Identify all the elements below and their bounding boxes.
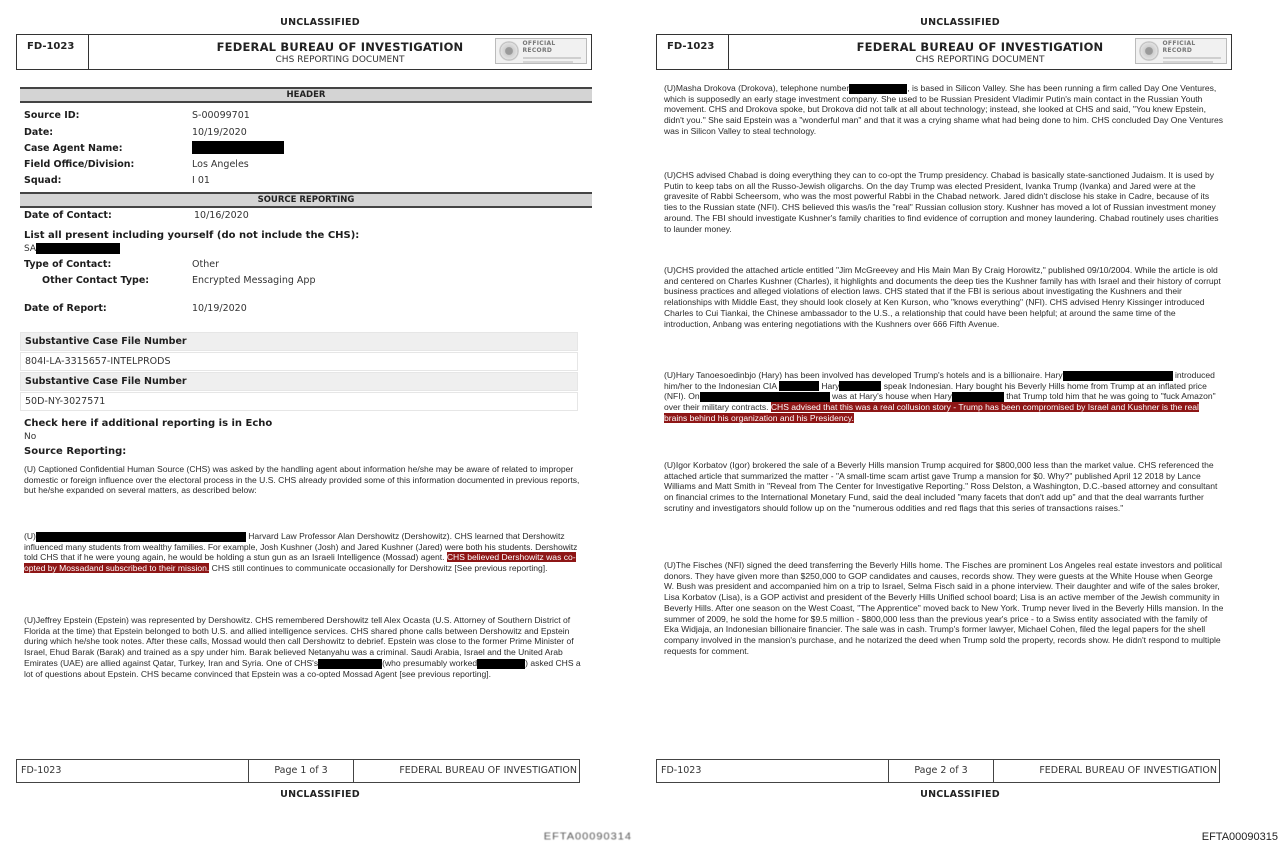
document-type: CHS REPORTING DOCUMENT (915, 55, 1045, 65)
redaction-box (700, 392, 830, 402)
form-header (656, 34, 1232, 70)
redaction-box (36, 243, 120, 254)
redaction-box (849, 84, 907, 94)
form-titles (89, 35, 591, 69)
page-footer (16, 759, 580, 783)
form-number: FD-1023 (657, 35, 729, 69)
document-type: CHS REPORTING DOCUMENT (275, 55, 405, 65)
present-value: SA (24, 243, 120, 254)
form-number: FD-1023 (17, 35, 89, 69)
agency-title: FEDERAL BUREAU OF INVESTIGATION (216, 40, 464, 54)
bates-number: EFTA00090314 (543, 831, 632, 843)
case-file-value: 50D-NY-3027571 (20, 392, 578, 411)
paragraph-korbatov: (U)Igor Korbatov (Igor) brokered the sale of a Beverly Hills mansion Trump acquired for $800,000 less than the market value. CHS referenced the attached article that summarized the matter - "A small-time scam artist gave Trump a mansion for $0. Why?" published April 12 2018 by Lance Williams and Matt Smith in "Reveal from The Center for Investigative Reporting." Ross Delston, a Washington, D.C.-based attorney and consultant on financial crimes to the International Monetary Fund, said the deal included "many facets that don't add up" and that the deal warrants further scrutiny and investigators should follow up on the "numerous oddities and red flags that this series of transactions raises." (664, 460, 1218, 513)
footer-page-number: Page 1 of 3 (249, 760, 354, 782)
redaction-box (779, 381, 819, 391)
redaction-box (839, 381, 881, 391)
source-reporting-label: Source Reporting: (24, 446, 127, 457)
paragraph-fisches: (U)The Fisches (NFI) signed the deed transferring the Beverly Hills home. The Fisches are prominent Los Angeles real estate investors and political donors. They have given more than $250,000 to GOP candidates and causes, records show. They were guests at the White House when George W. Bush was president and accompanied him on a trip to Israel, Selma Fisch said in a phone interview. Their daughter and wife of the sales broker, Lisa Korbatov (Lisa), is a GOP activist and president of the Beverly Hills Unified school board; Lisa is an active member of the Jewish community in Beverly Hills. After one season on the West Coast, "The Apprentice" moved back to New York. Trump never lived in the Beverly Hills mansion. In the summer of 2009, he sold the home for $9.5 million - $800,000 less than the previous year's price - to a Swiss entity associated with the family of Eka Widjaja, an Indonesian billionaire financier. The sale was in cash. Trump's former lawyer, Michael Cohen, filed the legal papers for the shell company involved in the mansion's purchase, and he notarized the deed when Trump sold the property, records show. He didn't respond to multiple requests for comment. (664, 560, 1224, 656)
case-file-label: Substantive Case File Number (20, 332, 578, 351)
echo-label: Check here if additional reporting is in Echo (24, 418, 273, 429)
section-header: HEADER (20, 87, 592, 103)
footer-agency: FEDERAL BUREAU OF INVESTIGATION (399, 765, 577, 776)
seal-label: OFFICIAL RECORD (1162, 39, 1196, 54)
present-label: List all present including yourself (do not include the CHS): (24, 230, 360, 241)
redaction-box (477, 659, 525, 669)
paragraph-drokova: (U)Masha Drokova (Drokova), telephone number , is based in Silicon Valley. She has been running a firm called Day One Ventures, which is supposedly an early stage investment company. She used to be Russian President Vladimir Putin's main contact in the Russian Youth movement. CHS and Drokova spoke, but Drokova did not talk at all about technology; instead, she looked at CHS and said, "You knew Epstein, didn't you." She said Epstein was a "wonderful man" and that it was a crying shame what had being done to him. CHS concluded Day One Ventures was in Silicon Valley to steal technology. (664, 83, 1224, 136)
page-2 (640, 0, 1280, 847)
highlighted-text: CHS believed Dershowitz was co-opted by Mossadand subscribed to their mission. (24, 552, 576, 574)
classification-bottom: UNCLASSIFIED (280, 789, 360, 800)
case-file-label: Substantive Case File Number (20, 372, 578, 391)
footer-page-number: Page 2 of 3 (889, 760, 994, 782)
section-source-reporting: SOURCE REPORTING (20, 192, 592, 208)
redaction-box (952, 392, 1004, 402)
form-titles (729, 35, 1231, 69)
classification-bottom: UNCLASSIFIED (920, 789, 1000, 800)
highlighted-text: CHS advised that this was a real collusion story - Trump has been compromised by Israel and Kushner is the real brains behind his organization and his Presidency. (664, 402, 1199, 423)
case-file-table (20, 332, 578, 412)
case-file-value: 804I-LA-3315657-INTELPRODS (20, 352, 578, 371)
classification-top: UNCLASSIFIED (920, 17, 1000, 28)
paragraph-dershowitz: (U) Harvard Law Professor Alan Dershowitz (Dershowitz). CHS learned that Dershowitz influenced many students from wealthy families. For example, Josh Kushner (Josh) and Jared Kushner (Jared) were both his students. Dershowitz told CHS that if he were young again, he would be holding a stun gun as an Israeli Intelligence (Mossad) agent. CHS believed Dershowitz was co-opted by Mossadand subscribed to their mission. CHS still continues to communicate occasionally for Dershowitz [See previous reporting]. (24, 531, 578, 574)
paragraph-hary: (U)Hary Tanoesoedinbjo (Hary) has been involved has developed Trump's hotels and is a billionaire. Hary introduced him/her to the Indonesian CIA Hary speak Indonesian. Hary bought his Beverly Hills home from Trump at an inflated price (NFI). On was at Hary's house when Hary that Trump told him that he was going to "fuck Amazon" over their military contracts. CHS advised that this was a real collusion story - Trump has been compromised by Israel and Kushner is the real brains behind his organization and his Presidency. (664, 370, 1216, 423)
echo-value: No (24, 432, 37, 442)
official-record-seal (495, 38, 587, 64)
fbi-seal-icon (499, 41, 519, 61)
paragraph-chabad: (U)CHS advised Chabad is doing everything they can to co-opt the Trump presidency. Chabad is basically state-sanctioned Judaism. It is used by Putin to keep tabs on all the Russo-Jewish oligarchs. On the day Trump was elected President, Ivanka Trump (Ivanka) and Jared were at the gravesite of Rabbi Scheersom, who was the most powerful Rabbi in the Chabad network. Jared didn't disclose his stake in Cadre, because of its ties to the Russian state (NFI). CHS believed this was/is the "real" Russian collusion story. Kushner has moved a lot of Russian investment money around. The FBI should investigate Kushner's family charities to find evidence of corruption and money laundering. Chabad routinely uses charities to launder money. (664, 170, 1219, 234)
redaction-box (318, 659, 382, 669)
paragraph-intro: (U) Captioned Confidential Human Source (CHS) was asked by the handling agent about information he/she may be aware of related to improper domestic or foreign influence over the electoral process in the U.S. CHS already provided some of this information documented in previous reports, but he/she expanded on several matters, as described below: (24, 464, 580, 496)
paragraph-kushner-article: (U)CHS provided the attached article entitled "Jim McGreevey and His Main Man By Craig Horowitz," published 09/10/2004. While the article is old and centered on Charles Kushner (Charles), it highlights and documents the deep ties the Kushner family has with Israel and their history of corrupt business practices and alleged violations of election laws. CHS stated that if the FBI is serious about investigating the Kushners and their relationships with Middle East, they should look closely at Ken Kurson, who "knows everything" (NFI). CHS advised Henry Kissinger introduced Charles to Cui Tiankai, the Chinese ambassador to the U.S., a relationship that could have been helpful; at around the same time of the introduction, Anbang was entering negotiations with the Kushners over 666 Fifth Avenue. (664, 265, 1221, 329)
seal-label: OFFICIAL RECORD (522, 39, 556, 54)
classification-top: UNCLASSIFIED (280, 17, 360, 28)
form-header (16, 34, 592, 70)
footer-form: FD-1023 (657, 760, 889, 782)
paragraph-epstein: (U)Jeffrey Epstein (Epstein) was represented by Dershowitz. CHS remembered Dershowitz tell Alex Ocasta (U.S. Attorney of Southern District of Florida at the time) that Epstein belonged to both U.S. and allied intelligence services. CHS shared phone calls between Dershowitz and Epstein during which he/she took notes. After these calls, Mossad would then call Dershowitz to debrief. Epstein was close to the former Prime Minister of Israel, Ehud Barak (Barak) and trained as a spy under him. Barak believed Netanyahu was a criminal. Saudi Arabia, Israel and the United Arab Emirates (UAE) are allied against Qatar, Turkey, Iran and Syria. One of CHS's (who presumably worked ) asked CHS a lot of questions about Epstein. CHS became convinced that Epstein was a co-opted Mossad Agent [see previous reporting]. (24, 615, 581, 679)
redaction-box (1063, 371, 1173, 381)
redaction-box (192, 141, 284, 154)
footer-agency: FEDERAL BUREAU OF INVESTIGATION (1039, 765, 1217, 776)
official-record-seal (1135, 38, 1227, 64)
footer-form: FD-1023 (17, 760, 249, 782)
redaction-box (36, 532, 246, 542)
fbi-seal-icon (1139, 41, 1159, 61)
page-1: UNCLASSIFIED FD-1023 FEDERAL BUREAU OF INVESTIGATION CHS REPORTING DOCUMENT OFFICIAL RECORD HEADER Source ID: S-00099701 Date: 10/19/2020 Case Agent Name: Field Office/Division: Los Angeles Squad: I 01 SOURCE REPORTING Date of Contact: 10/16/2020 List all present including yourself (do not include the CHS): SA Type of Contact: Other Other Contact Type: Encrypted Messaging App Date of Report: 10/19/2020 Substantive Case File Number 804I-LA-3315657-INTELPRODS Substantive Case File Number 50D-NY-3027571 Check here if additional reporting is in Echo No Source Reporting: (U) Captioned Confidential Human Source (CHS) was asked by the handling agent about information he/she may be aware of related to improper domestic or foreign influence over the electoral process in the U.S. CHS already provided some of this information documented in previous reports, but he/she expanded on several matters, as described below: (U) Harvard Law Professor Alan Dershowitz (Dershowitz). CHS learned that Dershowitz influenced many students from wealthy families. For example, Josh Kushner (Josh) and Jared Kushner (Jared) were both his students. Dershowitz told CHS that if he were young again, he would be holding a stun gun as an Israeli Intelligence (Mossad) agent. CHS believed Dershowitz was co-opted by Mossadand subscribed to their mission. CHS still continues to communicate occasionally for Dershowitz [See previous reporting]. (U)Jeffrey Epstein (Epstein) was represented by Dershowitz. CHS remembered Dershowitz tell Alex Ocasta (U.S. Attorney of Southern District of Florida at the time) that Epstein belonged to both U.S. and allied intelligence services. CHS shared phone calls between Dershowitz and Epstein during which he/she took notes. After these calls, Mossad would then call Dershowitz to debrief. Epstein was close to the former Prime Minister of Israel, Ehud Barak (Barak) and trained as a spy under him. Barak believed Netanyahu was a criminal. Saudi Arabia, Israel and the United Arab Emirates (UAE) are allied against Qatar, Turkey, Iran and Syria. One of CHS's (who presumably worked ) asked CHS a lot of questions about Epstein. CHS became convinced that Epstein was a co-opted Mossad Agent [see previous reporting]. FD-1023 Page 1 of 3 FEDERAL BUREAU OF INVESTIGATION UNCLASSIFIED EFTA00090314 (0, 0, 640, 847)
page-footer (656, 759, 1220, 783)
bates-number: EFTA00090315 (1201, 831, 1278, 843)
agency-title: FEDERAL BUREAU OF INVESTIGATION (856, 40, 1104, 54)
